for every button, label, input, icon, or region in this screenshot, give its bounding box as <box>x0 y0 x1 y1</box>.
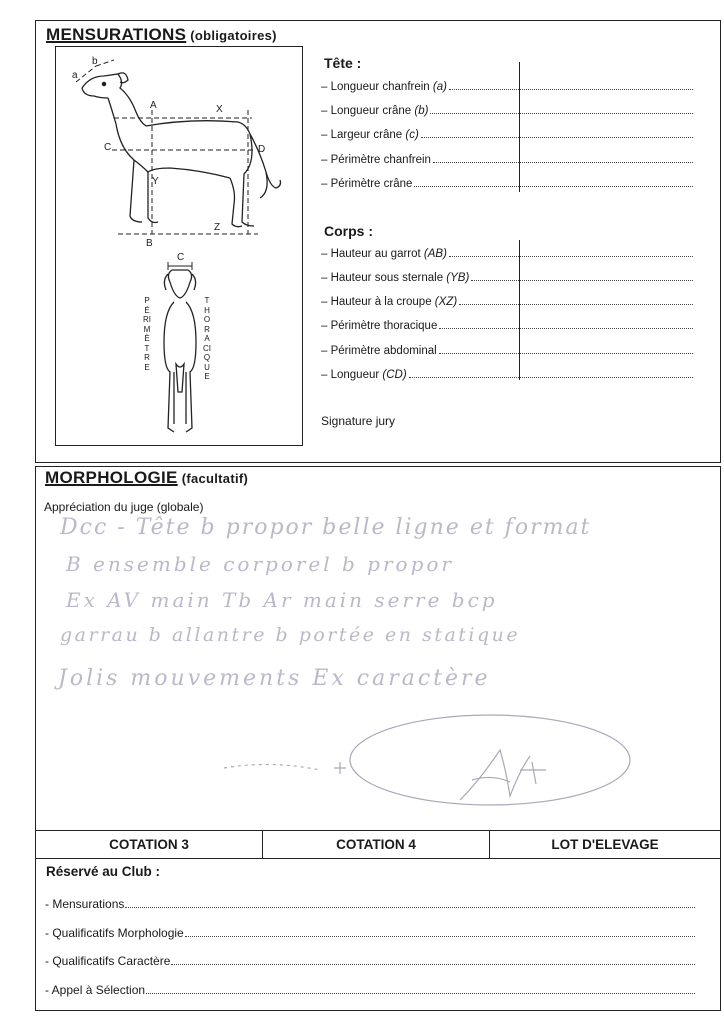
corps-heading: Corps : <box>324 223 373 239</box>
field-code: (CD) <box>382 369 407 381</box>
field-perimetre-abdominal[interactable] <box>321 343 693 357</box>
tete-heading: Tête : <box>324 55 362 71</box>
label-D: D <box>258 144 266 155</box>
label-B: B <box>146 238 153 249</box>
label-Y: Y <box>152 176 159 187</box>
field-label: – Hauteur à la croupe <box>321 296 435 308</box>
tete-column-divider <box>519 62 520 192</box>
handwritten-line-3: Ex AV main Tb Ar main serre bcp <box>66 588 498 612</box>
cotation-3-cell: COTATION 3 <box>36 831 263 858</box>
field-label: – Périmètre abdominal <box>321 345 437 357</box>
field-code: (YB) <box>446 272 470 284</box>
field-code: (XZ) <box>434 296 458 308</box>
handwritten-line-5: Jolis mouvements Ex caractère <box>58 666 491 691</box>
label-a: a <box>72 70 78 81</box>
club-row-mensurations[interactable] <box>45 897 695 911</box>
field-code: (b) <box>414 105 429 117</box>
club-heading: Réservé au Club : <box>46 864 161 879</box>
field-perimetre-thoracique[interactable] <box>321 318 693 332</box>
field-label: – Longueur crâne <box>321 105 415 117</box>
judge-signature <box>210 710 640 820</box>
thoracique-vertical-label: THORACIQUE <box>203 296 211 381</box>
morphologie-subtitle: (facultatif) <box>181 471 249 486</box>
club-row-qualificatifs-morphologie[interactable] <box>45 926 695 940</box>
signature-jury-label: Signature jury <box>321 414 396 428</box>
club-row-label: - Qualificatifs Morphologie <box>45 926 184 940</box>
field-label: – Périmètre thoracique <box>321 320 438 332</box>
field-hauteur-garrot[interactable] <box>321 246 693 260</box>
field-label: – Périmètre crâne <box>321 178 413 190</box>
club-row-label: - Mensurations <box>45 897 125 911</box>
club-row-label: - Qualificatifs Caractère <box>45 954 171 968</box>
label-C: C <box>104 142 112 153</box>
field-label: – Hauteur au garrot <box>321 248 424 260</box>
field-label: – Hauteur sous sternale <box>321 272 447 284</box>
label-c-top: C <box>177 252 185 263</box>
field-label: – Longueur chanfrein <box>321 81 433 93</box>
field-code: (c) <box>405 129 419 141</box>
dog-side-view-diagram <box>60 52 298 252</box>
field-perimetre-chanfrein[interactable] <box>321 152 693 166</box>
morphologie-title: MORPHOLOGIE <box>45 468 178 487</box>
corps-column-divider <box>519 240 520 380</box>
handwritten-line-2: B ensemble corporel b propor <box>66 552 454 576</box>
field-longueur[interactable] <box>321 367 693 381</box>
club-row-qualificatifs-caractere[interactable] <box>45 954 695 968</box>
field-largeur-crane[interactable] <box>321 127 693 141</box>
field-hauteur-croupe[interactable] <box>321 294 693 308</box>
label-Z: Z <box>214 222 221 233</box>
field-perimetre-crane[interactable] <box>321 176 693 190</box>
handwritten-line-1: Dcc - Tête b propor belle ligne et format <box>60 515 592 540</box>
mensurations-subtitle: (obligatoires) <box>190 28 277 43</box>
field-code: (a) <box>432 81 447 93</box>
field-label: – Largeur crâne <box>321 129 406 141</box>
perimetre-vertical-label: PÉRIMÈTRE <box>143 296 151 372</box>
label-A: A <box>150 100 157 111</box>
appreciation-label: Appréciation du juge (globale) <box>44 500 204 514</box>
morphologie-heading <box>45 468 248 488</box>
field-hauteur-sous-sternale[interactable] <box>321 270 693 284</box>
field-label: – Périmètre chanfrein <box>321 154 431 166</box>
field-label: – Longueur <box>321 369 383 381</box>
club-row-label: - Appel à Sélection <box>45 983 146 997</box>
field-longueur-crane[interactable] <box>321 103 693 117</box>
cotation-4-cell: COTATION 4 <box>263 831 490 858</box>
field-code: (AB) <box>423 248 447 260</box>
field-longueur-chanfrein[interactable] <box>321 79 693 93</box>
label-b: b <box>92 56 98 67</box>
lot-elevage-cell: LOT D'ELEVAGE <box>551 837 659 852</box>
club-row-appel-selection[interactable] <box>45 983 695 997</box>
label-X: X <box>216 104 223 115</box>
mensurations-heading <box>46 25 277 45</box>
mensurations-title: MENSURATIONS <box>46 25 187 44</box>
handwritten-line-4: garrau b allantre b portée en statique <box>60 624 521 646</box>
